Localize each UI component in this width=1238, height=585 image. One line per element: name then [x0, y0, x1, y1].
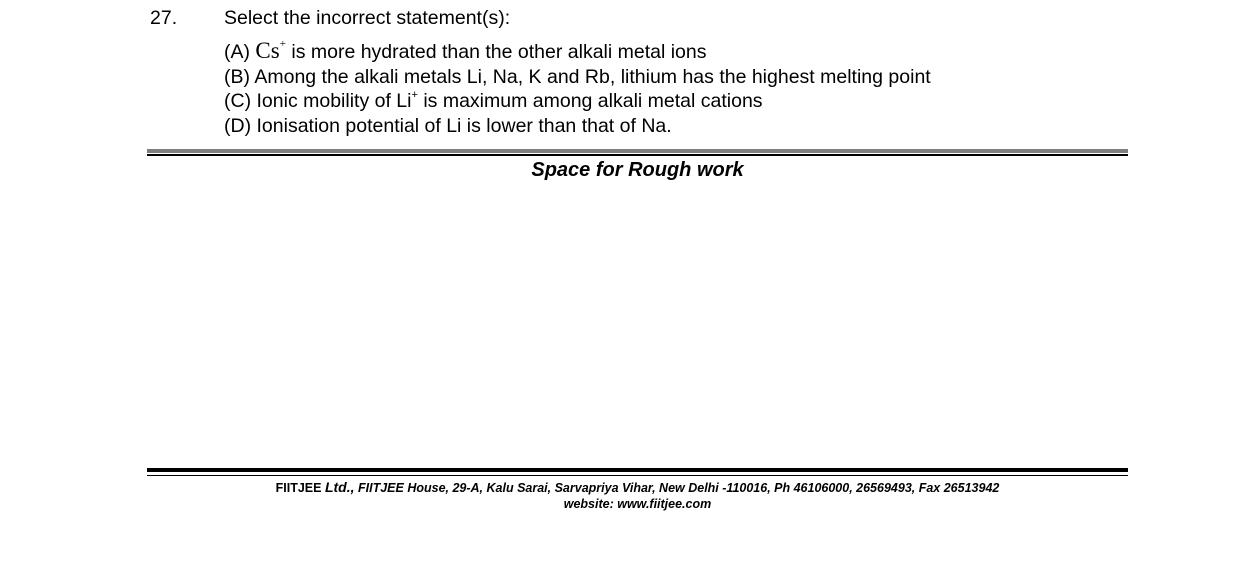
option-d-text: Ionisation potential of Li is lower than that of Na.	[256, 114, 672, 137]
option-d-label: (D)	[224, 114, 252, 137]
option-b	[224, 65, 1130, 90]
page-footer	[147, 479, 1128, 512]
option-a-label: (A)	[224, 41, 250, 63]
footer-address-line	[147, 479, 1128, 496]
cesium-ion-formula	[255, 38, 286, 63]
option-c-text-after: is maximum among alkali metal cations	[423, 90, 763, 112]
bottom-divider	[147, 468, 1128, 476]
option-a	[224, 32, 1130, 65]
cesium-symbol: Cs	[255, 38, 280, 63]
option-b-text: Among the alkali metals Li, Na, K and Rb, lithium has the highest melting point	[254, 65, 931, 88]
option-c-label: (C)	[224, 90, 252, 112]
option-d	[224, 114, 1130, 139]
footer-website: website: www.fiitjee.com	[563, 497, 712, 511]
question-number: 27.	[150, 7, 178, 29]
top-divider	[147, 149, 1128, 156]
question-block	[150, 6, 1130, 138]
option-a-text: is more hydrated than the other alkali metal ions	[291, 41, 707, 63]
option-c-text-before: Ionic mobility of Li	[256, 90, 412, 112]
question-stem: Select the incorrect statement(s):	[224, 7, 511, 29]
options-list	[224, 32, 1130, 138]
footer-brand: FIITJEE	[275, 481, 322, 495]
lithium-charge: +	[411, 89, 418, 101]
cesium-charge: +	[279, 38, 286, 50]
footer-ltd: Ltd.,	[324, 479, 355, 495]
option-b-label: (B)	[224, 65, 250, 88]
question-header	[150, 6, 1130, 30]
option-c	[224, 89, 1130, 114]
rough-work-title: Space for Rough work	[531, 159, 744, 181]
footer-address: FIITJEE House, 29-A, Kalu Sarai, Sarvapriya Vihar, New Delhi -110016, Ph 46106000, 26569493, Fax 26513942	[358, 481, 1000, 495]
